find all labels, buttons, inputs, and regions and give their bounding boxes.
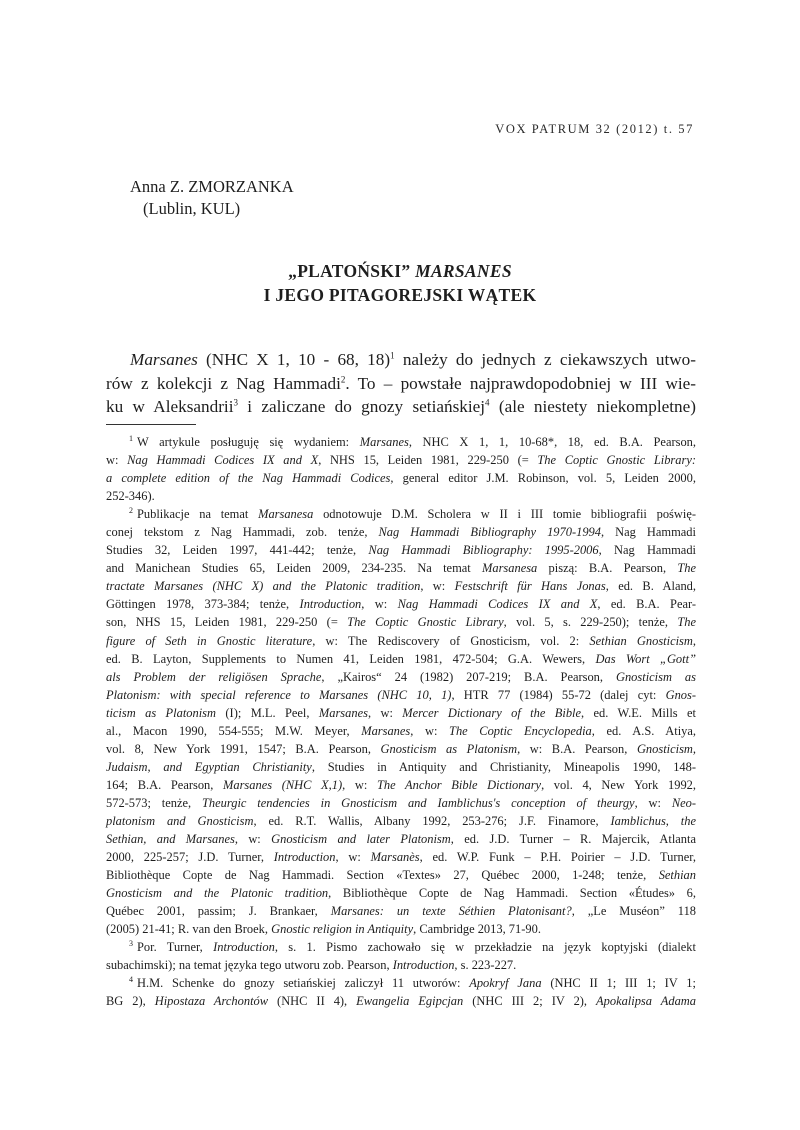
footnote-text: w: Nag Hammadi Codices IX and X, NHS 15, Leiden 1981, 229-250 (= The Coptic Gnostic Library:	[106, 453, 696, 468]
footnote-line	[106, 884, 696, 902]
body-text: należy do jednych z ciekawszych utwo-	[394, 350, 696, 369]
footnote-text: 252-346).	[106, 489, 155, 504]
body-paragraph	[106, 348, 696, 419]
body-line-1	[106, 348, 696, 372]
footnote-line	[106, 523, 696, 541]
footnote-text: Publikacje na temat Marsanesa odnotowuje D.M. Scholera w II i III tomie bibliografii poświę-	[137, 507, 696, 522]
article-title-line-1	[0, 259, 800, 283]
body-italic-title: Marsanes	[130, 350, 198, 369]
body-text: (NHC X 1, 10 - 68, 18)	[197, 350, 391, 369]
footnote-line	[106, 433, 696, 451]
body-text: . To – powstałe najprawdopodobniej w III wie-	[345, 373, 697, 393]
footnote-line	[106, 794, 696, 812]
footnote-text: Bibliothèque Copte de Nag Hammadi. Section «Textes» 27, Québec 2000, 1-248; tenże, Sethian	[106, 868, 696, 883]
body-line-3	[106, 395, 696, 419]
footnote-number: 2	[129, 506, 133, 516]
footnote-line	[106, 956, 696, 974]
footnote-text: Québec 2001, passim; J. Brankaer, Marsanes: un texte Séthien Platonisant?, „Le Muséon” 118	[106, 904, 697, 919]
footnote-text: 2000, 225-257; J.D. Turner, Introduction, w: Marsanès, ed. W.P. Funk – P.H. Poirier – J.D. Turner,	[106, 850, 696, 865]
footnote-line	[106, 505, 696, 523]
footnote-text: W artykule posługuję się wydaniem: Marsanes, NHC X 1, 1, 10-68*, 18, ed. B.A. Pearson,	[137, 435, 696, 449]
footnote-text: figure of Seth in Gnostic literature, w: The Rediscovery of Gnosticism, vol. 2: Sethian Gnosticism,	[106, 633, 696, 648]
footnote-line	[106, 992, 696, 1010]
footnote-separator	[106, 424, 196, 425]
author-affiliation: (Lublin, KUL)	[143, 199, 241, 218]
footnote-line	[106, 848, 696, 866]
article-title-line-2: I JEGO PITAGOREJSKI WĄTEK	[263, 285, 537, 305]
footnote-text: Por. Turner, Introduction, s. 1. Pismo zachowało się w przekładzie na język koptyjski (dialekt	[137, 940, 696, 955]
footnote-ref-3[interactable]: 3	[233, 397, 238, 408]
footnote-line	[106, 938, 696, 956]
author-name: Anna Z. ZMORZANKA	[130, 177, 294, 196]
footnote-text: ticism as Platonism (I); M.L. Peel, Marsanes, w: Mercer Dictionary of the Bible, ed. W.E. Mills et	[106, 705, 697, 720]
footnote-line	[106, 487, 696, 505]
footnote-text: subachimski); na temat języka tego utworu zob. Pearson, Introduction, s. 223-227.	[106, 958, 517, 973]
footnote-text: ed. B. Layton, Supplements to Numen 41, Leiden 1981, 472-504; G.A. Wewers, Das Wort „Gott”	[106, 651, 696, 666]
footnote-line	[106, 632, 696, 650]
body-text: (ale niestety niekompletne)	[489, 397, 696, 416]
footnote-line	[106, 812, 696, 830]
footnote-text: H.M. Schenke do gnozy setiańskiej zaliczył 11 utworów: Apokryf Jana (NHC II 1; III 1; IV 1;	[137, 976, 696, 991]
footnote-line	[106, 722, 696, 740]
footnote-number: 3	[129, 939, 133, 949]
footnotes	[106, 433, 696, 1011]
footnote-number: 1	[129, 433, 133, 443]
footnote-line	[106, 704, 696, 722]
footnote-line	[106, 469, 696, 487]
footnote-line	[106, 595, 696, 613]
footnote-text: als Problem der religiösen Sprache, „Kairos“ 24 (1982) 207-219; B.A. Pearson, Gnosticism as	[106, 669, 696, 684]
footnote-line	[106, 866, 696, 884]
footnote-text: Platonism: with special reference to Marsanes (NHC 10, 1), HTR 77 (1984) 55-72 (dalej cyt: Gnos-	[106, 687, 696, 702]
footnote-text: vol. 8, New York 1991, 1547; B.A. Pearson, Gnosticism as Platonism, w: B.A. Pearson, Gnosticism,	[106, 741, 697, 756]
body-text: ku w Aleksandrii	[106, 397, 234, 416]
footnote-text: platonism and Gnosticism, ed. R.T. Wallis, Albany 1992, 253-276; J.F. Finamore, Iamblichus, the	[106, 813, 696, 828]
footnote-line	[106, 902, 696, 920]
footnote-number: 4	[129, 975, 133, 985]
footnote-line	[106, 451, 696, 469]
footnote-line	[106, 686, 696, 704]
footnote-line	[106, 776, 696, 794]
footnote-text: Studies 32, Leiden 1997, 441-442; tenże, Nag Hammadi Bibliography: 1995-2006, Nag Hammadi	[106, 543, 696, 558]
footnote-text: conej tekstom z Nag Hammadi, zob. tenże, Nag Hammadi Bibliography 1970-1994, Nag Hammadi	[106, 525, 696, 540]
footnote-text: Göttingen 1978, 373-384; tenże, Introduction, w: Nag Hammadi Codices IX and X, ed. B.A. Pear-	[106, 597, 697, 612]
running-head: VOX PATRUM 32 (2012) t. 57	[495, 122, 694, 136]
body-text: rów z kolekcji z Nag Hammadi	[106, 373, 341, 393]
footnote-text: son, NHS 15, Leiden 1981, 229-250 (= The Coptic Gnostic Library, vol. 5, s. 229-250); tenże, The	[106, 615, 696, 630]
footnote-text: tractate Marsanes (NHC X) and the Platonic tradition, w: Festschrift für Hans Jonas, ed. B. Aland,	[106, 579, 697, 594]
footnote-line	[106, 541, 696, 559]
footnote-text: 572-573; tenże, Theurgic tendencies in Gnosticism and Iamblichus's conception of theurgy, w: Neo-	[106, 795, 696, 810]
footnote-line	[106, 577, 696, 595]
footnote-text: and Manichean Studies 65, Leiden 2009, 234-235. Na temat Marsanesa piszą: B.A. Pearson, The	[106, 561, 696, 576]
footnote-line	[106, 668, 696, 686]
footnote-line	[106, 613, 696, 631]
footnote-text: Judaism, and Egyptian Christianity, Studies in Antiquity and Christianity, Mineapolis 1990, 148-	[106, 759, 697, 774]
body-line-2	[106, 372, 696, 396]
footnote-line	[106, 830, 696, 848]
title-part-platonski: „PLATOŃSKI”	[288, 261, 411, 281]
footnote-line	[106, 559, 696, 577]
footnote-text: a complete edition of the Nag Hammadi Codices, general editor J.M. Robinson, vol. 5, Leiden 2000,	[106, 471, 696, 486]
footnote-text: 164; B.A. Pearson, Marsanes (NHC X,1), w: The Anchor Bible Dictionary, vol. 4, New York 1992,	[106, 777, 697, 792]
footnote-line	[106, 740, 696, 758]
footnote-line	[106, 920, 696, 938]
footnote-ref-4[interactable]: 4	[485, 397, 490, 408]
title-part-marsanes: MARSANES	[415, 261, 512, 281]
footnote-ref-1[interactable]: 1	[390, 350, 395, 361]
body-text: i zaliczane do gnozy setiańskiej	[237, 397, 486, 416]
footnote-text: BG 2), Hipostaza Archontów (NHC II 4), Ewangelia Egipcjan (NHC III 2; IV 2), Apokalipsa Adama	[106, 994, 696, 1009]
footnote-line	[106, 758, 696, 776]
footnote-text: Gnosticism and the Platonic tradition, Bibliothèque Copte de Nag Hammadi. Section «Études» 6,	[106, 886, 697, 901]
footnote-ref-2[interactable]: 2	[340, 373, 346, 384]
footnote-text: Sethian, and Marsanes, w: Gnosticism and later Platonism, ed. J.D. Turner – R. Majercik, Atlanta	[106, 832, 696, 847]
footnote-line	[106, 650, 696, 668]
footnote-line	[106, 974, 696, 992]
footnote-text: al., Macon 1990, 554-555; M.W. Meyer, Marsanes, w: The Coptic Encyclopedia, ed. A.S. Atiya,	[106, 723, 697, 738]
footnote-text: (2005) 21-41; R. van den Broek, Gnostic religion in Antiquity, Cambridge 2013, 71-90.	[106, 922, 541, 937]
